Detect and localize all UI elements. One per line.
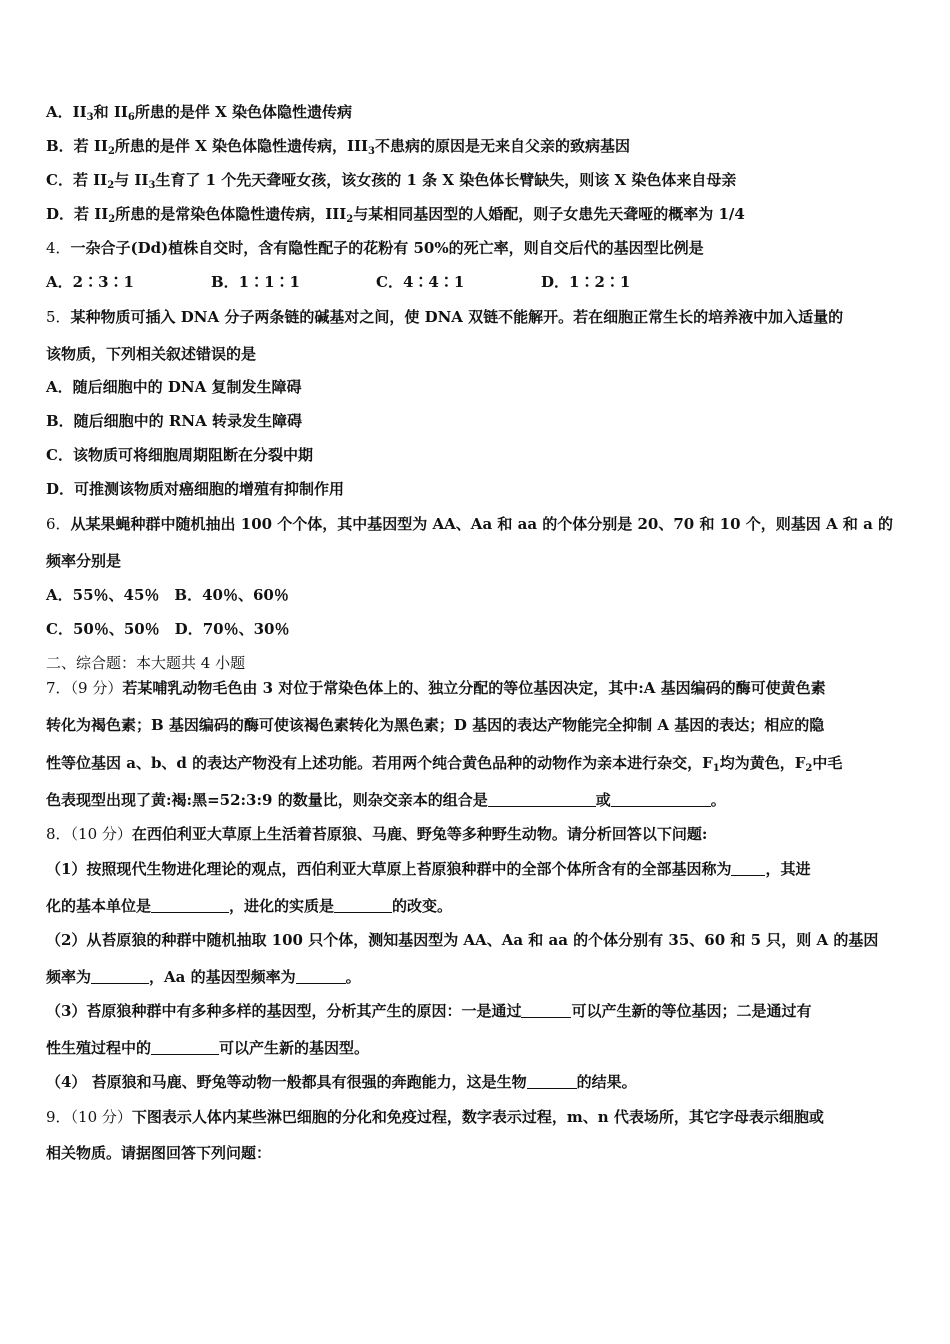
option-d: D．1∶2∶1 (541, 273, 631, 291)
q4-options (46, 272, 910, 292)
answer-blank[interactable] (731, 861, 765, 876)
answer-blank[interactable] (151, 898, 229, 913)
text: （4） 苔原狼和马鹿、野兔等动物一般都具有很强的奔跑能力，这是生物 (46, 1073, 527, 1091)
text: ，进化的实质是 (229, 897, 335, 915)
question-text: 下图表示人体内某些淋巴细胞的分化和免疫过程，数字表示过程，m、n 代表场所，其它字母表示细胞或 (131, 1108, 824, 1126)
section-heading: 二、综合题：本大题共 4 小题 (46, 654, 246, 672)
text: 中毛 (812, 754, 843, 772)
text: C．若 II (46, 171, 108, 189)
subscript: 2 (805, 763, 813, 774)
q6-stem-line1 (46, 514, 910, 534)
text: 均为黄色，F (719, 754, 806, 772)
text: 生育了 1 个先天聋哑女孩，该女孩的 1 条 X 染色体长臂缺失，则该 X 染色体来自母亲 (155, 171, 737, 189)
q3-option-c (46, 170, 910, 190)
answer-blank[interactable] (488, 792, 596, 807)
q6-options-row1: A．55％、45％ B．40％、60％ (46, 586, 289, 604)
question-number: 4． (46, 239, 71, 257)
q7-line2: 转化为褐色素；B 基因编码的酶可使该褐色素转化为黑色素；D 基因的表达产物能完全抑制 A 基因的表达；相应的隐 (46, 716, 825, 734)
text: 性生殖过程中的 (46, 1039, 152, 1057)
answer-blank[interactable] (334, 898, 392, 913)
text: 或 (595, 791, 611, 809)
q7-line1 (46, 678, 910, 698)
text: B．若 II (46, 137, 108, 155)
option-b: B．1∶1∶1 (211, 273, 300, 291)
q9-line2: 相关物质。请据图回答下列问题： (46, 1144, 272, 1162)
text: D．若 II (46, 205, 109, 223)
q7-line3 (46, 753, 910, 773)
question-text: 某种物质可插入 DNA 分子两条链的碱基对之间，使 DNA 双链不能解开。若在细胞正常生长的培养液中加入适量的 (70, 308, 844, 326)
q8-part2-line2 (46, 967, 910, 987)
text: 的结果。 (576, 1073, 637, 1091)
text: （3）苔原狼种群中有多种多样的基因型，分析其产生的原因：一是通过 (46, 1002, 522, 1020)
q5-stem-line1 (46, 307, 910, 327)
text: 。 (345, 968, 361, 986)
text: 所患的是伴 X 染色体隐性遗传病 (134, 103, 352, 121)
text: 频率为 (46, 968, 92, 986)
q8-part2-line1: （2）从苔原狼的种群中随机抽取 100 只个体，测知基因型为 AA、Aa 和 aa 的个体分别有 35、60 和 5 只，则 A 的基因 (46, 931, 879, 949)
text: （1）按照现代生物进化理论的观点，西伯利亚大草原上苔原狼种群中的全部个体所含有的全部基因称为 (46, 860, 732, 878)
subscript: 3 (368, 146, 376, 157)
text: 可以产生新的基因型。 (219, 1039, 370, 1057)
subscript: 6 (127, 112, 135, 123)
text: 与 II (114, 171, 149, 189)
q8-part3-line1 (46, 1001, 910, 1021)
question-number: 9． (46, 1108, 71, 1126)
subscript: 3 (148, 180, 156, 191)
q8-part4 (46, 1072, 910, 1092)
q8-part1-line2 (46, 896, 910, 916)
text: ，Aa 的基因型频率为 (149, 968, 296, 986)
q5-option-d: D．可推测该物质对癌细胞的增殖有抑制作用 (46, 480, 345, 498)
q5-option-a: A．随后细胞中的 DNA 复制发生障碍 (46, 378, 302, 396)
option-a: A．2∶3∶1 (46, 273, 134, 291)
q5-stem-line2: 该物质，下列相关叙述错误的是 (46, 345, 257, 363)
q3-option-b (46, 136, 910, 156)
text: 的改变。 (392, 897, 453, 915)
text: A．II (46, 103, 87, 121)
text: 。 (710, 791, 726, 809)
question-text: 在西伯利亚大草原上生活着苔原狼、马鹿、野兔等多种野生动物。请分析回答以下问题: (131, 825, 708, 843)
subscript: 1 (712, 763, 720, 774)
text: 可以产生新的等位基因；二是通过有 (571, 1002, 812, 1020)
question-number: 6． (46, 515, 71, 533)
subscript: 2 (108, 214, 116, 225)
q8-part1-line1 (46, 859, 910, 879)
question-number: 5． (46, 308, 71, 326)
answer-blank[interactable] (91, 969, 149, 984)
question-text: 若某哺乳动物毛色由 3 对位于常染色体上的、独立分配的等位基因决定，其中:A 基因编码的酶可使黄色素 (122, 679, 826, 697)
option-c: C．4∶4∶1 (376, 273, 465, 291)
q6-stem-line2: 频率分别是 (46, 552, 122, 570)
answer-blank[interactable] (611, 792, 711, 807)
subscript: 2 (346, 214, 354, 225)
q5-option-c: C．该物质可将细胞周期阻断在分裂中期 (46, 446, 313, 464)
score: （9 分） (70, 679, 123, 697)
text: 和 II (93, 103, 128, 121)
answer-blank[interactable] (521, 1003, 571, 1018)
q3-option-d (46, 204, 910, 224)
question-number: 8． (46, 825, 71, 843)
text: 性等位基因 a、b、d 的表达产物没有上述功能。若用两个纯合黄色品种的动物作为亲本进行杂交，F (46, 754, 713, 772)
q6-options-row2: C．50％、50％ D．70％、30％ (46, 620, 290, 638)
subscript: 3 (86, 112, 94, 123)
text: 与某相同基因型的人婚配，则子女患先天聋哑的概率为 1/4 (353, 205, 745, 223)
q8-stem (46, 824, 910, 844)
answer-blank[interactable] (527, 1074, 577, 1089)
answer-blank[interactable] (296, 969, 346, 984)
score: （10 分） (70, 825, 132, 843)
subscript: 2 (107, 146, 115, 157)
q8-part3-line2 (46, 1038, 910, 1058)
answer-blank[interactable] (151, 1040, 219, 1055)
q3-option-a (46, 102, 910, 122)
text: 不患病的原因是无来自父亲的致病基因 (375, 137, 631, 155)
score: （10 分） (70, 1108, 132, 1126)
text: 所患的是常染色体隐性遗传病，III (115, 205, 347, 223)
question-text: 从某果蝇种群中随机抽出 100 个个体，其中基因型为 AA、Aa 和 aa 的个体分别是 20、70 和 10 个，则基因 A 和 a 的 (70, 515, 894, 533)
q7-line4 (46, 790, 910, 810)
question-number: 7． (46, 679, 71, 697)
text: 化的基本单位是 (46, 897, 152, 915)
question-text: 一杂合子(Dd)植株自交时，含有隐性配子的花粉有 50%的死亡率，则自交后代的基因型比例是 (70, 239, 704, 257)
text: 所患的是伴 X 染色体隐性遗传病，III (114, 137, 369, 155)
q5-option-b: B．随后细胞中的 RNA 转录发生障碍 (46, 412, 302, 430)
text: 色表现型出现了黄:褐:黑=52:3:9 的数量比，则杂交亲本的组合是 (46, 791, 488, 809)
q4-stem (46, 238, 910, 258)
text: ，其进 (765, 860, 811, 878)
subscript: 2 (107, 180, 115, 191)
q9-line1 (46, 1107, 910, 1127)
